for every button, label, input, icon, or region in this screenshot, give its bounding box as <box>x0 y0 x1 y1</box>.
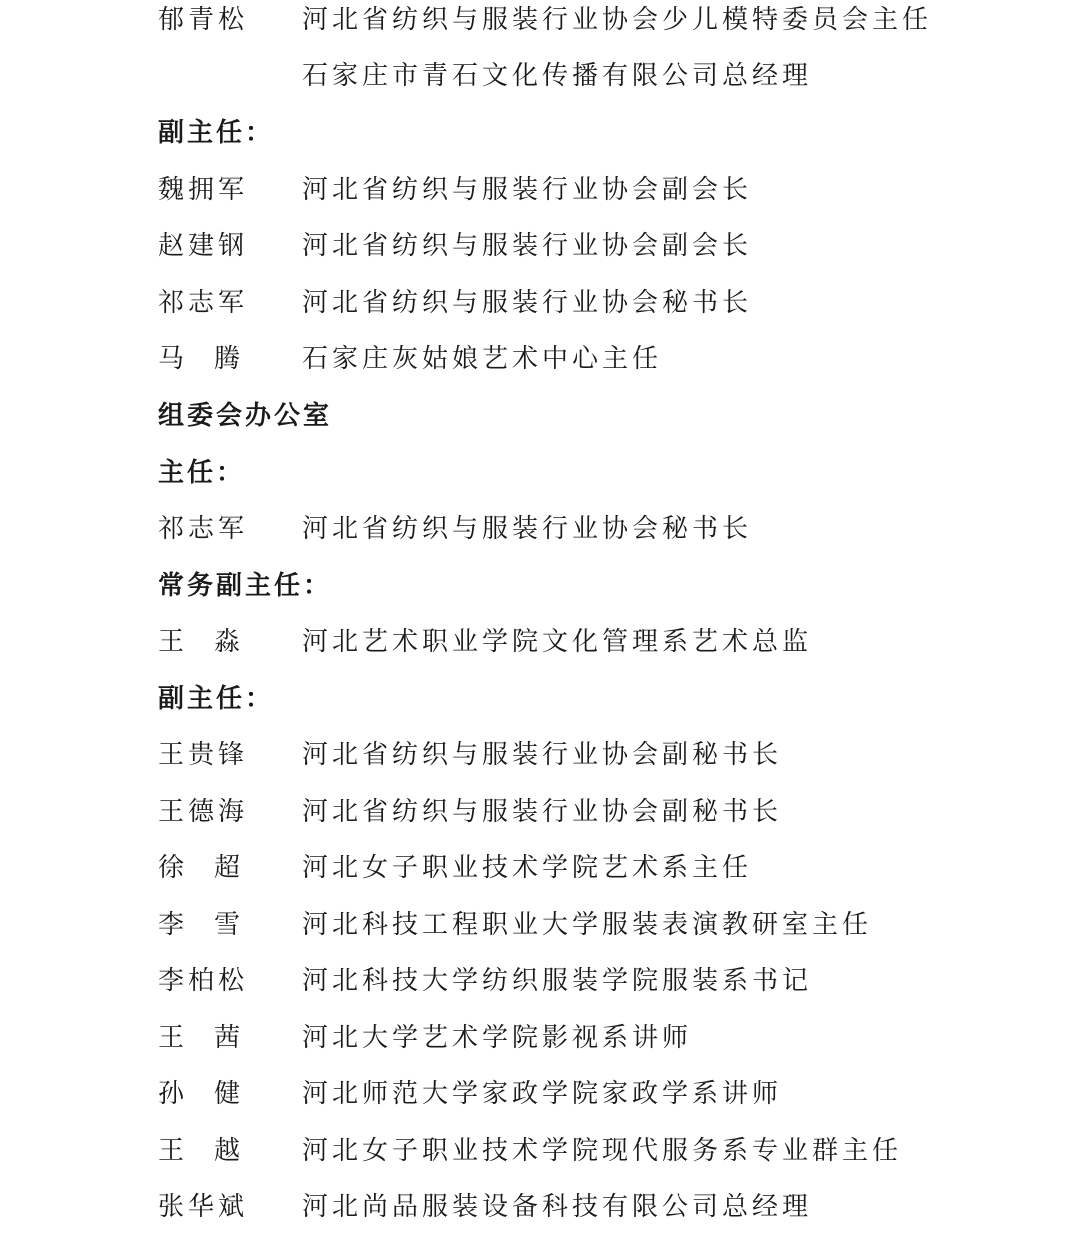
member-title: 河北省纺织与服装行业协会少儿模特委员会主任 <box>302 5 933 35</box>
member-title: 石家庄灰姑娘艺术中心主任 <box>302 344 663 374</box>
section-heading: 组委会办公室 <box>158 401 333 431</box>
member-title: 河北师范大学家政学院家政学系讲师 <box>302 1079 783 1109</box>
member-name-char: 李 <box>158 910 185 940</box>
section-heading-row <box>0 105 1080 161</box>
member-name-char: 超 <box>214 853 241 883</box>
member-title: 河北尚品服装设备科技有限公司总经理 <box>302 1192 813 1222</box>
member-title: 河北省纺织与服装行业协会副秘书长 <box>302 740 783 770</box>
member-name-char: 孙 <box>158 1079 185 1109</box>
member-row-continuation <box>0 48 1080 104</box>
section-heading: 主任： <box>158 458 246 488</box>
member-name: 李柏松 <box>158 966 249 996</box>
member-row <box>0 0 1080 48</box>
member-name: 祁志军 <box>158 288 249 318</box>
section-heading: 副主任： <box>158 118 275 148</box>
member-name-char: 越 <box>214 1136 241 1166</box>
member-name-char: 马 <box>158 344 185 374</box>
member-row <box>0 897 1080 953</box>
member-title: 河北省纺织与服装行业协会副秘书长 <box>302 797 783 827</box>
member-name-char: 健 <box>214 1079 241 1109</box>
member-title: 河北省纺织与服装行业协会秘书长 <box>302 288 753 318</box>
member-row <box>0 1123 1080 1179</box>
member-row <box>0 784 1080 840</box>
section-heading-row <box>0 558 1080 614</box>
member-row <box>0 1010 1080 1066</box>
section-heading-row <box>0 671 1080 727</box>
member-row <box>0 953 1080 1009</box>
member-row <box>0 840 1080 896</box>
member-row <box>0 162 1080 218</box>
member-row <box>0 218 1080 274</box>
member-title: 河北女子职业技术学院现代服务系专业群主任 <box>302 1136 903 1166</box>
member-title: 河北艺术职业学院文化管理系艺术总监 <box>302 627 813 657</box>
member-title: 河北大学艺术学院影视系讲师 <box>302 1023 693 1053</box>
member-name-char: 雪 <box>214 910 241 940</box>
member-name: 郁青松 <box>158 5 249 35</box>
section-heading: 常务副主任： <box>158 571 333 601</box>
member-name-char: 王 <box>158 1136 185 1166</box>
member-title: 河北科技大学纺织服装学院服装系书记 <box>302 966 813 996</box>
member-row <box>0 1179 1080 1235</box>
member-name: 王贵锋 <box>158 740 249 770</box>
member-title: 河北省纺织与服装行业协会副会长 <box>302 231 753 261</box>
member-name: 张华斌 <box>158 1192 249 1222</box>
member-title: 河北省纺织与服装行业协会秘书长 <box>302 514 753 544</box>
member-row <box>0 501 1080 557</box>
member-name: 魏拥军 <box>158 175 249 205</box>
member-row <box>0 727 1080 783</box>
member-name-char: 淼 <box>214 627 241 657</box>
member-name: 祁志军 <box>158 514 249 544</box>
member-name: 赵建钢 <box>158 231 249 261</box>
member-row <box>0 331 1080 387</box>
member-name-char: 腾 <box>214 344 241 374</box>
section-heading-row <box>0 388 1080 444</box>
member-title: 河北省纺织与服装行业协会副会长 <box>302 175 753 205</box>
member-title: 石家庄市青石文化传播有限公司总经理 <box>302 61 813 91</box>
member-title: 河北科技工程职业大学服装表演教研室主任 <box>302 910 873 940</box>
member-name-char: 茜 <box>214 1023 241 1053</box>
section-heading: 副主任： <box>158 684 275 714</box>
member-name-char: 王 <box>158 1023 185 1053</box>
member-name: 王德海 <box>158 797 249 827</box>
member-name-char: 徐 <box>158 853 185 883</box>
member-name-char: 王 <box>158 627 185 657</box>
member-row <box>0 1066 1080 1122</box>
section-heading-row <box>0 445 1080 501</box>
member-row <box>0 275 1080 331</box>
member-title: 河北女子职业技术学院艺术系主任 <box>302 853 753 883</box>
member-row <box>0 614 1080 670</box>
